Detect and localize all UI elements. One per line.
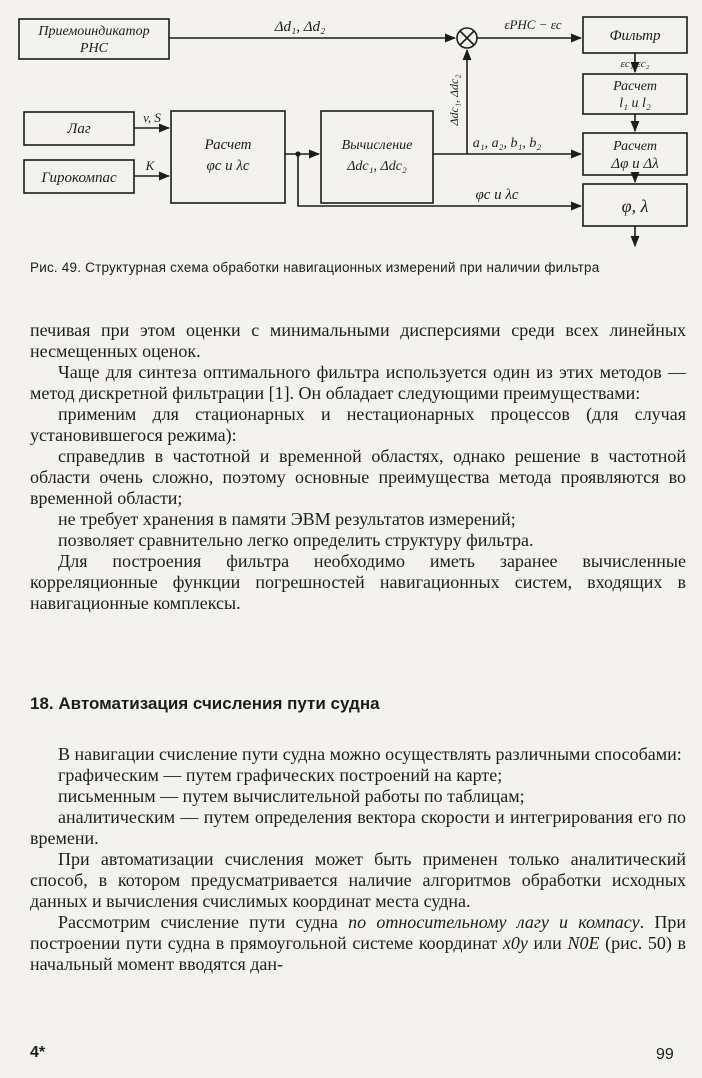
svg-text:Расчет: Расчет	[204, 137, 252, 153]
svg-text:Δφ и Δλ: Δφ и Δλ	[611, 156, 659, 172]
compute-block	[321, 111, 433, 203]
svg-text:Лаг: Лаг	[67, 121, 91, 137]
svg-text:Δd₁, Δd₂: Δd₁, Δd₂	[274, 19, 326, 35]
svg-text:Δdc₁, Δdc₂: Δdc₁, Δdc₂	[347, 159, 407, 174]
svg-text:φc и λc: φc и λc	[206, 158, 250, 174]
svg-text:Фильтр: Фильтр	[609, 28, 661, 44]
paragraph: В навигации счисление пути судна можно осуществлять различными способами:	[58, 744, 682, 764]
svg-text:Δdc₁, Δdc₂: Δdc₁, Δdc₂	[447, 74, 461, 126]
list-item: письменным — путем вычислительной работы по таблицам;	[58, 786, 525, 806]
svg-text:εРНС − εс: εРНС − εс	[504, 17, 562, 32]
page-number: 99	[656, 1046, 674, 1063]
list-item: графическим — путем графических построений на карте;	[58, 765, 503, 785]
paragraph: печивая при этом оценки с минимальными дисперсиями среди всех линейных несмещенных оценок.	[30, 320, 686, 361]
structural-diagram	[0, 0, 702, 252]
arrow-phi-c-output	[298, 154, 581, 206]
svg-text:φc и λc: φc и λc	[475, 187, 519, 203]
list-item: применим для стационарных и нестационарных процессов (для случая установившегося режима):	[30, 404, 686, 445]
svg-text:Расчет: Расчет	[613, 139, 657, 154]
svg-text:v, S: v, S	[143, 110, 161, 125]
svg-text:a₁, a₂, b₁, b₂: a₁, a₂, b₁, b₂	[472, 136, 542, 151]
svg-text:φ, λ: φ, λ	[621, 196, 649, 216]
body-text-block-2	[30, 744, 686, 975]
svg-text:l₁ и l₂: l₁ и l₂	[619, 96, 651, 111]
body-text-block-1	[30, 320, 686, 614]
svg-text:Расчет: Расчет	[613, 79, 657, 94]
list-item: справедлив в частотной и временной областях, однако решение в частотной области очень сложно, поэтому основные преимущества метода проявляются во временной области;	[30, 446, 686, 508]
section-heading: 18. Автоматизация счисления пути судна	[30, 694, 380, 713]
svg-text:Гирокомпас: Гирокомпас	[41, 170, 117, 186]
calc-phi-block	[171, 111, 285, 203]
svg-text:Приемоиндикатор: Приемоиндикатор	[38, 24, 150, 39]
svg-text:K: K	[145, 158, 155, 173]
paragraph: При автоматизации счисления может быть применен только аналитический способ, в котором предусматривается наличие алгоритмов обработки исходных данных и вычисления счислимых координат места судна.	[30, 849, 686, 911]
svg-text:εc₁ εc₂: εc₁ εc₂	[620, 58, 650, 70]
svg-text:РНС: РНС	[80, 41, 108, 56]
list-item: позволяет сравнительно легко определить структуру фильтра.	[58, 530, 534, 550]
paragraph: Рассмотрим счисление пути судна по относительному лагу и компасу. При построении пути судна в прямоугольной системе координат x0y или N0E (рис. 50) в начальный момент вводятся дан-	[30, 912, 687, 974]
paragraph: Для построения фильтра необходимо иметь заранее вычисленные корреляционные функции погрешностей навигационных систем, входящих в навигационные комплексы.	[30, 551, 686, 613]
list-item: не требует хранения в памяти ЭВМ результатов измерений;	[58, 509, 516, 529]
paragraph: Чаще для синтеза оптимального фильтра используется один из этих методов — метод дискретной фильтрации [1]. Он обладает следующими преимуществами:	[30, 362, 686, 403]
figure-caption: Рис. 49. Структурная схема обработки навигационных измерений при наличии фильтра	[30, 260, 600, 275]
signature-mark: 4*	[30, 1044, 46, 1061]
list-item: аналитическим — путем определения вектора скорости и интегрирования его по времени.	[30, 807, 686, 848]
svg-text:Вычисление: Вычисление	[341, 138, 413, 153]
